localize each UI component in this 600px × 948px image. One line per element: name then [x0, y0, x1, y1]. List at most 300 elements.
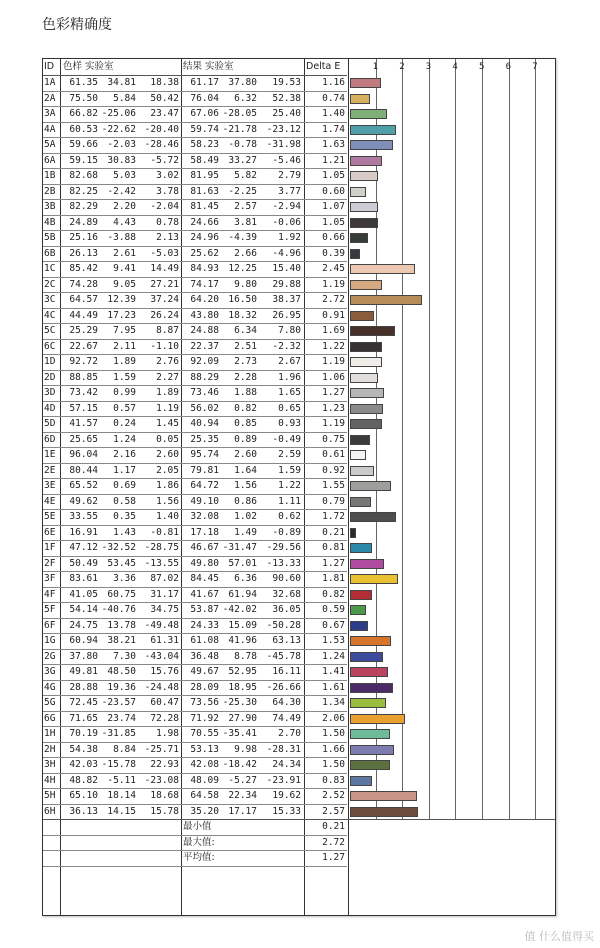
result-lab-value: 35.20 [190, 805, 219, 817]
target-lab-value: -5.11 [107, 774, 136, 786]
delta-e-bar [350, 543, 372, 553]
chart-tick-label: 7 [532, 62, 538, 72]
target-lab-value: 1.56 [156, 495, 179, 507]
result-lab-value: 24.34 [272, 759, 301, 770]
target-lab-value: 1.89 [113, 356, 136, 367]
chart-tick-label: 5 [479, 62, 485, 72]
row-id: 6F [44, 619, 56, 631]
result-lab-value: 49.67 [190, 666, 219, 677]
result-lab-value: 19.53 [272, 77, 301, 88]
result-lab-value: 59.74 [190, 123, 219, 135]
result-lab-value: -25.30 [222, 697, 257, 708]
summary-value: 2.72 [322, 836, 345, 848]
target-lab-value: -32.52 [101, 542, 136, 553]
delta-e-bar [350, 295, 422, 305]
target-lab-value: 1.59 [113, 371, 136, 383]
target-lab-value: 7.95 [113, 325, 136, 336]
target-lab-value: 59.15 [69, 154, 98, 166]
target-lab-value: 49.81 [69, 666, 98, 677]
target-lab-value: 17.23 [107, 309, 136, 321]
watermark-logo: 值 什么值得买 [524, 930, 594, 943]
result-lab-value: 64.58 [190, 790, 219, 801]
delta-e-bar [350, 481, 391, 491]
delta-e-value: 0.91 [322, 309, 345, 321]
target-lab-value: 3.78 [156, 185, 179, 197]
result-lab-value: -5.27 [228, 774, 257, 786]
row-id: 5C [44, 325, 56, 336]
target-lab-value: 14.15 [107, 805, 136, 817]
result-lab-value: 88.29 [190, 371, 219, 383]
row-id: 3F [44, 573, 56, 584]
result-lab-value: -28.05 [222, 108, 257, 119]
target-lab-value: 23.74 [107, 712, 136, 724]
result-lab-value: 1.56 [234, 480, 257, 491]
result-lab-value: 48.09 [190, 774, 219, 786]
delta-e-value: 0.66 [322, 232, 345, 243]
row-id: 2F [44, 557, 56, 569]
result-lab-value: -13.33 [266, 557, 301, 569]
target-lab-value: 2.05 [156, 464, 179, 476]
row-id: 6G [44, 712, 56, 724]
target-lab-value: -23.57 [101, 697, 136, 708]
delta-e-bar [350, 311, 374, 321]
target-lab-value: 24.89 [69, 216, 98, 228]
result-lab-value: -31.47 [222, 542, 257, 553]
row-id: 1H [44, 728, 56, 739]
target-lab-value: -28.46 [144, 139, 179, 150]
target-lab-value: 88.85 [69, 371, 98, 383]
row-id: 3C [44, 294, 56, 305]
target-lab-value: 83.61 [69, 573, 98, 584]
chart-tick-label: 3 [425, 62, 432, 72]
result-lab-value: 26.95 [272, 309, 301, 321]
result-lab-value: 22.34 [228, 790, 257, 801]
delta-e-value: 2.57 [322, 805, 345, 817]
delta-e-value: 1.66 [322, 743, 345, 755]
target-lab-value: -5.03 [150, 247, 179, 259]
target-lab-value: 70.19 [69, 728, 98, 739]
row-id: 3H [44, 759, 56, 770]
delta-e-value: 0.74 [322, 92, 345, 104]
delta-e-value: 1.63 [322, 139, 345, 150]
result-lab-value: -31.98 [266, 139, 301, 150]
delta-e-value: 1.23 [322, 402, 345, 414]
result-lab-value: 37.80 [228, 77, 257, 88]
delta-e-bar [350, 233, 368, 243]
result-lab-value: -45.78 [266, 650, 301, 662]
delta-e-value: 1.22 [322, 340, 345, 352]
summary-label: 平均值: [183, 852, 215, 863]
result-lab-value: 79.81 [190, 464, 219, 476]
target-lab-value: 65.52 [69, 480, 98, 491]
target-lab-value: 13.78 [107, 619, 136, 631]
target-lab-value: 34.75 [150, 604, 179, 615]
summary-value: 0.21 [322, 821, 345, 832]
result-lab-value: 36.48 [190, 650, 219, 662]
delta-e-value: 1.27 [322, 387, 345, 398]
chart-tick-label: 2 [399, 62, 405, 72]
target-lab-value: 16.91 [69, 526, 98, 538]
result-lab-value: 74.17 [190, 278, 219, 290]
delta-e-bar [350, 94, 370, 104]
result-lab-value: 74.49 [272, 712, 301, 724]
result-lab-value: 24.88 [190, 325, 219, 336]
delta-e-value: 1.50 [322, 759, 345, 770]
target-lab-value: 41.57 [69, 418, 98, 429]
result-lab-value: -35.41 [222, 728, 257, 739]
result-lab-value: 53.13 [190, 743, 219, 755]
result-lab-value: 28.09 [190, 681, 219, 693]
delta-e-bar [350, 807, 418, 817]
target-lab-value: 0.57 [113, 402, 136, 414]
delta-e-bar [350, 698, 386, 708]
result-lab-value: 58.23 [190, 139, 219, 150]
delta-e-bar [350, 745, 394, 755]
target-lab-value: 54.38 [69, 743, 98, 755]
delta-e-value: 0.39 [322, 247, 345, 259]
target-lab-value: 0.69 [113, 480, 136, 491]
delta-e-bar [350, 342, 382, 352]
target-lab-value: 23.47 [150, 108, 179, 119]
delta-e-bar [350, 776, 372, 786]
target-lab-value: 26.13 [69, 247, 98, 259]
delta-e-bar [350, 729, 390, 739]
target-lab-value: -25.06 [101, 108, 136, 119]
result-lab-value: 41.96 [228, 635, 257, 646]
delta-e-bar [350, 388, 384, 398]
target-lab-value: 2.11 [113, 340, 136, 352]
result-lab-value: 24.66 [190, 216, 219, 228]
result-lab-value: 61.94 [228, 588, 257, 600]
row-id: 3B [44, 201, 56, 212]
row-id: 2E [44, 464, 56, 476]
target-lab-value: 2.60 [156, 449, 179, 460]
result-lab-value: 2.73 [234, 356, 257, 367]
delta-e-value: 1.19 [322, 356, 345, 367]
delta-e-value: 0.60 [322, 185, 345, 197]
result-lab-value: 81.63 [190, 185, 219, 197]
row-id: 2C [44, 278, 56, 290]
target-lab-value: 8.84 [113, 743, 136, 755]
result-lab-value: -23.91 [266, 774, 301, 786]
result-lab-value: -4.96 [272, 247, 301, 259]
target-lab-value: 1.98 [156, 728, 179, 739]
target-lab-value: 27.21 [150, 278, 179, 290]
target-lab-value: 74.28 [69, 278, 98, 290]
chart-bottom-line [43, 819, 555, 820]
result-lab-value: -0.78 [228, 139, 257, 150]
delta-e-value: 0.21 [322, 526, 345, 538]
result-lab-value: 1.65 [278, 387, 301, 398]
result-lab-value: -0.49 [272, 433, 301, 445]
result-lab-value: 16.11 [272, 666, 301, 677]
result-lab-value: 64.20 [190, 294, 219, 305]
result-lab-value: 43.80 [190, 309, 219, 321]
result-lab-value: -42.02 [222, 604, 257, 615]
result-lab-value: 18.95 [228, 681, 257, 693]
delta-e-value: 1.55 [322, 480, 345, 491]
target-lab-value: 30.83 [107, 154, 136, 166]
target-lab-value: 44.49 [69, 309, 98, 321]
column-separator [348, 59, 349, 915]
result-lab-value: 2.79 [278, 170, 301, 181]
delta-e-bar [350, 280, 382, 290]
result-lab-value: 90.60 [272, 573, 301, 584]
target-lab-value: 87.02 [150, 573, 179, 584]
target-lab-value: 61.31 [150, 635, 179, 646]
delta-e-value: 1.69 [322, 325, 345, 336]
target-lab-value: 38.21 [107, 635, 136, 646]
result-lab-value: 64.72 [190, 480, 219, 491]
delta-e-bar [350, 187, 366, 197]
row-id: 6D [44, 433, 56, 445]
chart-gridline [402, 59, 403, 819]
target-lab-value: 2.13 [156, 232, 179, 243]
delta-e-bar [350, 791, 417, 801]
row-id: 6H [44, 805, 56, 817]
target-lab-value: -40.76 [101, 604, 136, 615]
target-lab-value: 1.24 [113, 433, 136, 445]
result-lab-value: 9.98 [234, 743, 257, 755]
chart-gridline [509, 59, 510, 819]
target-lab-value: 14.49 [150, 263, 179, 274]
delta-e-bar [350, 249, 360, 259]
delta-e-value: 1.61 [322, 681, 345, 693]
result-lab-value: 6.32 [234, 92, 257, 104]
row-id: 2G [44, 650, 56, 662]
target-lab-value: 60.94 [69, 635, 98, 646]
row-id: 4B [44, 216, 56, 228]
summary-label: 最小值 [183, 821, 212, 832]
result-lab-value: 61.08 [190, 635, 219, 646]
target-lab-value: 48.82 [69, 774, 98, 786]
row-id: 5B [44, 232, 56, 243]
result-lab-value: 6.34 [234, 325, 257, 336]
row-id: 6A [44, 154, 56, 166]
target-lab-value: 1.40 [156, 511, 179, 522]
result-lab-value: 76.04 [190, 92, 219, 104]
result-lab-value: 41.67 [190, 588, 219, 600]
target-lab-value: 15.78 [150, 805, 179, 817]
target-lab-value: -2.04 [150, 201, 179, 212]
result-lab-value: 81.45 [190, 201, 219, 212]
target-lab-value: 0.78 [156, 216, 179, 228]
target-lab-value: 1.86 [156, 480, 179, 491]
target-lab-value: -2.42 [107, 185, 136, 197]
result-lab-value: 25.62 [190, 247, 219, 259]
row-id: 5E [44, 511, 56, 522]
row-id: 3E [44, 480, 56, 491]
result-lab-value: 71.92 [190, 712, 219, 724]
result-lab-value: -18.42 [222, 759, 257, 770]
result-lab-value: 52.38 [272, 92, 301, 104]
header-delta-e: Delta E [306, 61, 341, 72]
delta-e-bar [350, 667, 388, 677]
target-lab-value: 18.38 [150, 77, 179, 88]
target-lab-value: 2.20 [113, 201, 136, 212]
target-lab-value: 0.24 [113, 418, 136, 429]
summary-label: 最大值: [183, 836, 215, 848]
row-id: 1D [44, 356, 56, 367]
delta-e-bar [350, 760, 390, 770]
target-lab-value: 1.43 [113, 526, 136, 538]
delta-e-bar [350, 714, 405, 724]
chart-gridline [482, 59, 483, 819]
delta-e-bar [350, 373, 378, 383]
result-lab-value: -29.56 [266, 542, 301, 553]
delta-e-bar [350, 357, 382, 367]
target-lab-value: 92.72 [69, 356, 98, 367]
result-lab-value: 0.65 [278, 402, 301, 414]
result-lab-value: 3.81 [234, 216, 257, 228]
delta-e-bar [350, 404, 383, 414]
result-lab-value: 15.33 [272, 805, 301, 817]
result-lab-value: 73.56 [190, 697, 219, 708]
target-lab-value: 60.75 [107, 588, 136, 600]
result-lab-value: 0.62 [278, 511, 301, 522]
target-lab-value: 12.39 [107, 294, 136, 305]
target-lab-value: 65.10 [69, 790, 98, 801]
target-lab-value: -49.48 [144, 619, 179, 631]
target-lab-value: -24.48 [144, 681, 179, 693]
target-lab-value: -22.62 [101, 123, 136, 135]
result-lab-value: 1.22 [278, 480, 301, 491]
chart-tick-label: 6 [505, 62, 512, 72]
target-lab-value: 22.93 [150, 759, 179, 770]
column-separator [181, 59, 182, 915]
chart-tick-label: 1 [372, 62, 379, 72]
result-lab-value: 2.28 [234, 371, 257, 383]
target-lab-value: 33.55 [69, 511, 98, 522]
target-lab-value: -15.78 [101, 759, 136, 770]
result-lab-value: -0.06 [272, 216, 301, 228]
result-lab-value: 1.96 [278, 371, 301, 383]
target-lab-value: 82.25 [69, 185, 98, 197]
result-lab-value: 0.86 [234, 495, 257, 507]
delta-e-value: 1.06 [322, 371, 345, 383]
target-lab-value: 2.16 [113, 449, 136, 460]
page-title: 色彩精确度 [42, 17, 112, 33]
target-lab-value: 0.35 [113, 511, 136, 522]
target-lab-value: -25.71 [144, 743, 179, 755]
delta-e-value: 0.67 [322, 619, 345, 631]
delta-e-bar [350, 466, 374, 476]
result-lab-value: 22.37 [190, 340, 219, 352]
delta-e-bar [350, 125, 396, 135]
delta-e-bar [350, 419, 382, 429]
chart-gridline [535, 59, 536, 819]
delta-e-bar [350, 78, 381, 88]
delta-e-bar [350, 202, 378, 212]
target-lab-value: 28.88 [69, 681, 98, 693]
result-lab-value: 92.09 [190, 356, 219, 367]
row-id: 3A [44, 108, 56, 119]
result-lab-value: 95.74 [190, 449, 219, 460]
result-lab-value: 8.78 [234, 650, 257, 662]
target-lab-value: 96.04 [69, 449, 98, 460]
summary-value: 1.27 [322, 852, 345, 863]
row-id: 1F [44, 542, 56, 553]
target-lab-value: 82.68 [69, 170, 98, 181]
target-lab-value: -23.08 [144, 774, 179, 786]
row-id: 4D [44, 402, 56, 414]
target-lab-value: 9.41 [113, 263, 136, 274]
color-accuracy-table [42, 58, 556, 916]
target-lab-value: 50.49 [69, 557, 98, 569]
row-id: 3D [44, 387, 56, 398]
result-lab-value: -5.46 [272, 154, 301, 166]
target-lab-value: 2.27 [156, 371, 179, 383]
row-id: 4F [44, 588, 56, 600]
result-lab-value: 61.17 [190, 77, 219, 88]
target-lab-value: 18.14 [107, 790, 136, 801]
target-lab-value: 25.16 [69, 232, 98, 243]
result-lab-value: -28.31 [266, 743, 301, 755]
chart-tick-label: 4 [452, 62, 458, 72]
delta-e-bar [350, 512, 396, 522]
target-lab-value: 25.65 [69, 433, 98, 445]
delta-e-value: 2.52 [322, 790, 345, 801]
result-lab-value: 32.68 [272, 588, 301, 600]
result-lab-value: 7.80 [278, 325, 301, 336]
target-lab-value: 1.17 [113, 464, 136, 476]
result-lab-value: 18.32 [228, 309, 257, 321]
delta-e-bar [350, 590, 372, 600]
result-lab-value: 19.62 [272, 790, 301, 801]
result-lab-value: -50.28 [266, 619, 301, 631]
result-lab-value: 5.82 [234, 170, 257, 181]
delta-e-value: 0.83 [322, 774, 345, 786]
result-lab-value: 46.67 [190, 542, 219, 553]
result-lab-value: 49.10 [190, 495, 219, 507]
result-lab-value: 36.05 [272, 604, 301, 615]
header-result-lab: 结果 实验室 [183, 61, 234, 72]
result-lab-value: 0.85 [234, 418, 257, 429]
row-id: 6B [44, 247, 56, 259]
result-lab-value: 73.46 [190, 387, 219, 398]
result-lab-value: 15.09 [228, 619, 257, 631]
target-lab-value: 2.61 [113, 247, 136, 259]
result-lab-value: 64.30 [272, 697, 301, 708]
chart-gridline [455, 59, 456, 819]
delta-e-value: 0.79 [322, 495, 345, 507]
target-lab-value: 7.30 [113, 650, 136, 662]
result-lab-value: -2.94 [272, 201, 301, 212]
target-lab-value: 60.53 [69, 123, 98, 135]
target-lab-value: 34.81 [107, 77, 136, 88]
target-lab-value: 75.50 [69, 92, 98, 104]
result-lab-value: -2.25 [228, 185, 257, 197]
target-lab-value: 37.24 [150, 294, 179, 305]
delta-e-value: 1.72 [322, 511, 345, 522]
delta-e-bar [350, 109, 387, 119]
delta-e-bar [350, 171, 378, 181]
row-id: 3G [44, 666, 56, 677]
target-lab-value: 2.76 [156, 356, 179, 367]
row-id: 4A [44, 123, 56, 135]
delta-e-bar [350, 140, 393, 150]
header-id: ID [44, 61, 55, 72]
result-lab-value: 17.18 [190, 526, 219, 538]
result-lab-value: 12.25 [228, 263, 257, 274]
row-id: 6E [44, 526, 56, 538]
delta-e-bar [350, 559, 384, 569]
target-lab-value: 3.02 [156, 170, 179, 181]
result-lab-value: 2.57 [234, 201, 257, 212]
result-lab-value: 24.33 [190, 619, 219, 631]
target-lab-value: 71.65 [69, 712, 98, 724]
target-lab-value: 24.75 [69, 619, 98, 631]
